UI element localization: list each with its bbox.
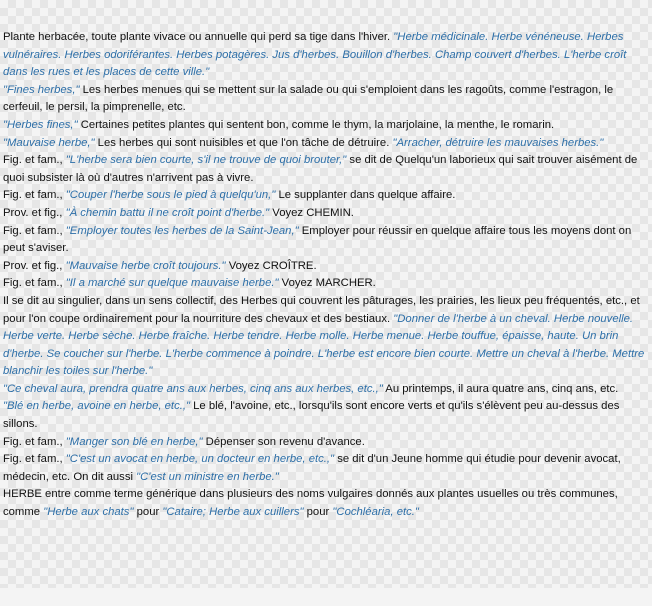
definition-text: HERBE entre comme terme générique dans plusieurs des noms vulgaires donnés aux plantes usuelles ou très communes, comme [3, 488, 618, 519]
dictionary-entry-herbe [3, 29, 649, 522]
definition-text: Dépenser son revenu d'avance. [202, 435, 365, 448]
definition-text: Les herbes menues qui se mettent sur la salade ou qui s'emploient dans les ragoûts, comme l'estragon, le cerfeuil, le persil, la pimprenelle, etc. [3, 83, 614, 114]
definition-text: Il se dit au singulier, dans un sens collectif, des Herbes qui couvrent les pâturages, les prairies, les lieux peu fréquentés, etc., et pour l'on coupe ordinairement pour la nourriture des chevaux et des bestiaux. [3, 294, 640, 325]
example-quote: "Cochléaria, etc." [332, 506, 419, 519]
definition-text: Plante herbacée, toute plante vivace ou annuelle qui perd sa tige dans l'hiver. [3, 31, 394, 43]
definition-paragraph [3, 258, 649, 276]
definition-paragraph [3, 135, 649, 153]
definition-text: pour [133, 506, 163, 519]
definition-text: Certaines petites plantes qui sentent bon, comme le thym, la marjolaine, la menthe, le romarin. [77, 118, 555, 131]
example-quote: "Blé en herbe, avoine en herbe, etc.," [3, 400, 191, 413]
example-quote: "Arracher, détruire les mauvaises herbes." [392, 136, 604, 149]
definition-text: Fig. et fam., [3, 453, 66, 466]
definition-text: se dit d'un Jeune homme qui étudie pour devenir avocat, médecin, etc. On dit aussi [3, 453, 621, 483]
definition-text: Voyez MARCHER. [278, 277, 376, 290]
definition-paragraph [3, 205, 649, 223]
example-quote: "Couper l'herbe sous le pied à quelqu'un," [65, 189, 276, 202]
definition-paragraph [3, 117, 649, 135]
example-quote: "Herbe aux chats" [43, 506, 134, 519]
definition-text: Fig. et fam., [3, 189, 66, 202]
definition-paragraph [3, 486, 649, 521]
example-quote: "Donner de l'herbe à un cheval. Herbe nouvelle. Herbe verte. Herbe sèche. Herbe fraîche. Herbe tendre. Herbe molle. Herbe menue. Herbe touffue, épaisse, haute. Un brin d'herbe. Se coucher sur l'herbe. L'herbe commence à poindre. L'herbe est encore bien courte. Mettre un cheval à l'herbe. Mettre blanchir les toiles sur l'herbe." [3, 312, 645, 378]
definition-text: Prov. et fig., [3, 259, 66, 272]
bottom-background-bar [0, 588, 652, 606]
example-quote: "Mauvaise herbe," [3, 136, 95, 149]
definition-text: Fig. et fam., [3, 277, 66, 290]
definition-text: Prov. et fig., [3, 206, 66, 219]
definition-text: Fig. et fam., [3, 154, 66, 167]
definition-paragraph [3, 29, 649, 82]
definition-text: se dit de Quelqu'un laborieux qui sait trouver aisément de quoi subsister là où d'autres n'arrivent pas à vivre. [3, 154, 638, 184]
definition-paragraph [3, 434, 649, 452]
example-quote: "Ce cheval aura, prendra quatre ans aux herbes, cinq ans aux herbes, etc.," [3, 382, 383, 395]
definition-paragraph [3, 152, 649, 187]
example-quote: "C'est un ministre en herbe." [136, 470, 279, 483]
definition-text: Le blé, l'avoine, etc., lorsqu'ils sont encore verts et qu'ils s'élèvent peu au-dessus des sillons. [3, 400, 620, 431]
example-quote: "L'herbe sera bien courte, s'il ne trouve de quoi brouter," [65, 154, 347, 167]
definition-paragraph [3, 398, 649, 433]
definition-text: Fig. et fam., [3, 435, 66, 448]
definition-text: Employer pour réussir en quelque affaire tous les moyens dont on peut s'aviser. [3, 224, 632, 255]
definition-text: Le supplanter dans quelque affaire. [275, 189, 456, 202]
definition-text: pour [303, 506, 333, 519]
example-quote: "Manger son blé en herbe," [65, 435, 203, 448]
definition-paragraph [3, 293, 649, 381]
definition-paragraph [3, 381, 649, 399]
example-quote: "Fines herbes," [3, 83, 80, 96]
definition-paragraph [3, 451, 649, 486]
example-quote: "Employer toutes les herbes de la Saint-Jean," [65, 224, 299, 237]
definition-text: Fig. et fam., [3, 224, 66, 237]
example-quote: "Herbes fines," [3, 118, 78, 131]
example-quote: "Mauvaise herbe croît toujours." [65, 259, 226, 272]
definition-paragraph [3, 223, 649, 258]
definition-paragraph [3, 187, 649, 205]
example-quote: "Herbe médicinale. Herbe vénéneuse. Herbes vulnéraires. Herbes odoriférantes. Herbes potagères. Jus d'herbes. Bouillon d'herbes. Champ couvert d'herbes. L'herbe croît dans les rues et les places de cette ville." [3, 31, 627, 79]
example-quote: "Il a marché sur quelque mauvaise herbe." [65, 277, 279, 290]
definition-paragraph [3, 275, 649, 293]
example-quote: "C'est un avocat en herbe, un docteur en herbe, etc.," [65, 453, 335, 466]
definition-text: Voyez CROÎTRE. [225, 259, 317, 272]
definition-text: Au printemps, il aura quatre ans, cinq ans, etc. [382, 382, 619, 395]
example-quote: "Cataire; Herbe aux cuillers" [162, 506, 304, 519]
example-quote: "À chemin battu il ne croît point d'herbe." [65, 206, 270, 219]
definition-paragraph [3, 82, 649, 117]
definition-text: Voyez CHEMIN. [269, 206, 354, 219]
definition-text: Les herbes qui sont nuisibles et que l'on tâche de détruire. [94, 136, 393, 149]
